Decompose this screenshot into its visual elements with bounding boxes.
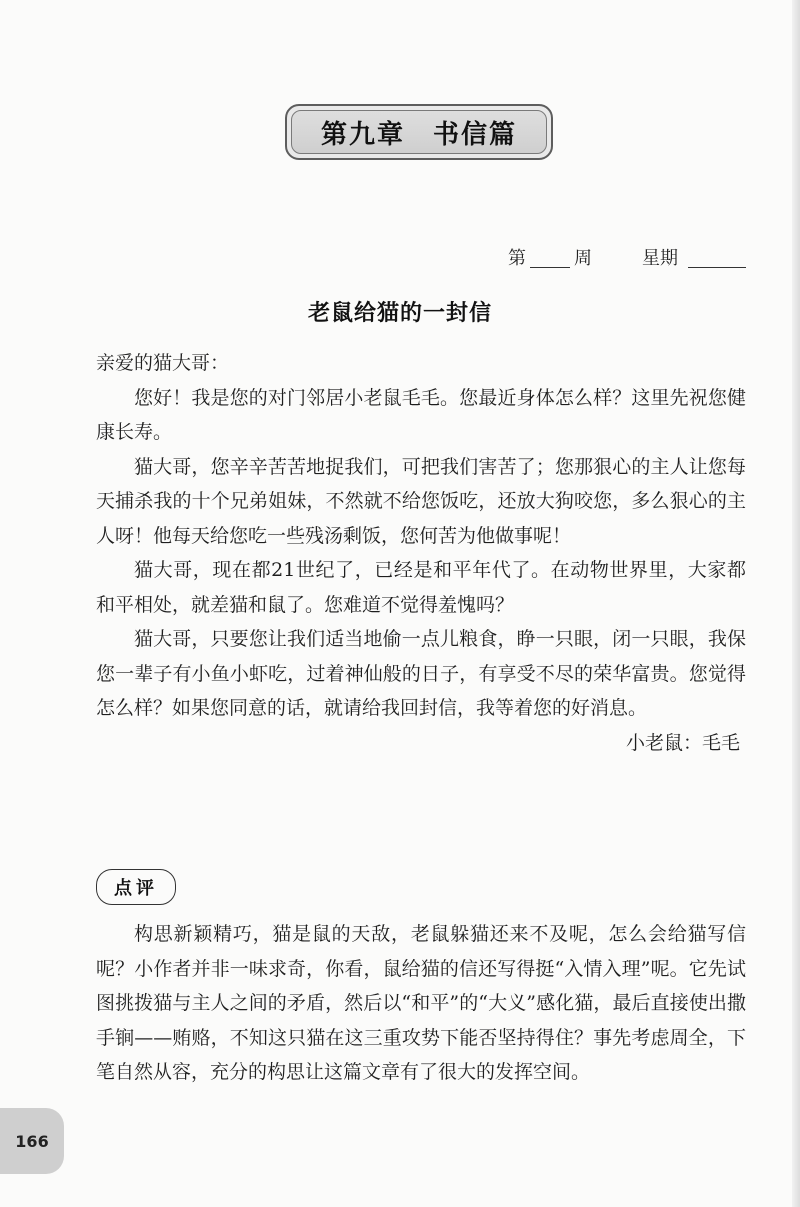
comment-body [96, 917, 746, 1090]
salutation: 亲爱的猫大哥： [96, 352, 230, 374]
week-prefix: 第 [508, 248, 526, 269]
letter-paragraph: 猫大哥，您辛辛苦苦地捉我们，可把我们害苦了；您那狠心的主人让您每天捕杀我的十个兄弟姐妹，不然就不给您饭吃，还放大狗咬您，多么狠心的主人呀！他每天给您吃一些残汤剩饭，您何苦为他做事呢！ [96, 455, 746, 547]
letter-paragraph: 猫大哥，只要您让我们适当地偷一点儿粮食，睁一只眼，闭一只眼，我保您一辈子有小鱼小虾吃，过着神仙般的日子，有享受不尽的荣华富贵。您觉得怎么样？如果您同意的话，就请给我回封信，我等着您的好消息。 [96, 628, 746, 719]
chapter-title: 第九章 书信篇 [320, 119, 517, 150]
essay-title: 老鼠给猫的一封信 [307, 301, 492, 326]
chapter-banner-inner [291, 110, 547, 154]
week-suffix: 周 [574, 248, 592, 269]
page-number: 166 [15, 1131, 49, 1151]
page-number-tab [0, 1108, 64, 1174]
letter-body [96, 346, 746, 760]
week-blank-line [530, 267, 570, 268]
week-date-line [508, 244, 748, 274]
chapter-banner [285, 104, 553, 160]
weekday-blank-line [688, 267, 746, 268]
letter-paragraph: 猫大哥，现在都21世纪了，已经是和平年代了。在动物世界里，大家都和平相处，就差猫和鼠了。您难道不觉得羞愧吗？ [96, 559, 746, 616]
weekday-label: 星期 [642, 248, 678, 269]
comment-label: 点评 [96, 869, 176, 905]
signature: 小老鼠：毛毛 [625, 731, 740, 754]
page-edge-shadow [792, 0, 800, 1207]
comment-paragraph: 构思新颖精巧，猫是鼠的天敌，老鼠躲猫还来不及呢，怎么会给猫写信呢？小作者并非一味求奇，你看，鼠给猫的信还写得挺“入情入理”呢。它先试图挑拨猫与主人之间的矛盾，然后以“和平”的“大义”感化猫，最后直接使出撒手锏——贿赂，不知这只猫在这三重攻势下能否坚持得住？事先考虑周全，下笔自然从容，充分的构思让这篇文章有了很大的发挥空间。 [96, 923, 746, 1083]
letter-paragraph: 您好！我是您的对门邻居小老鼠毛毛。您最近身体怎么样？这里先祝您健康长寿。 [96, 386, 746, 443]
